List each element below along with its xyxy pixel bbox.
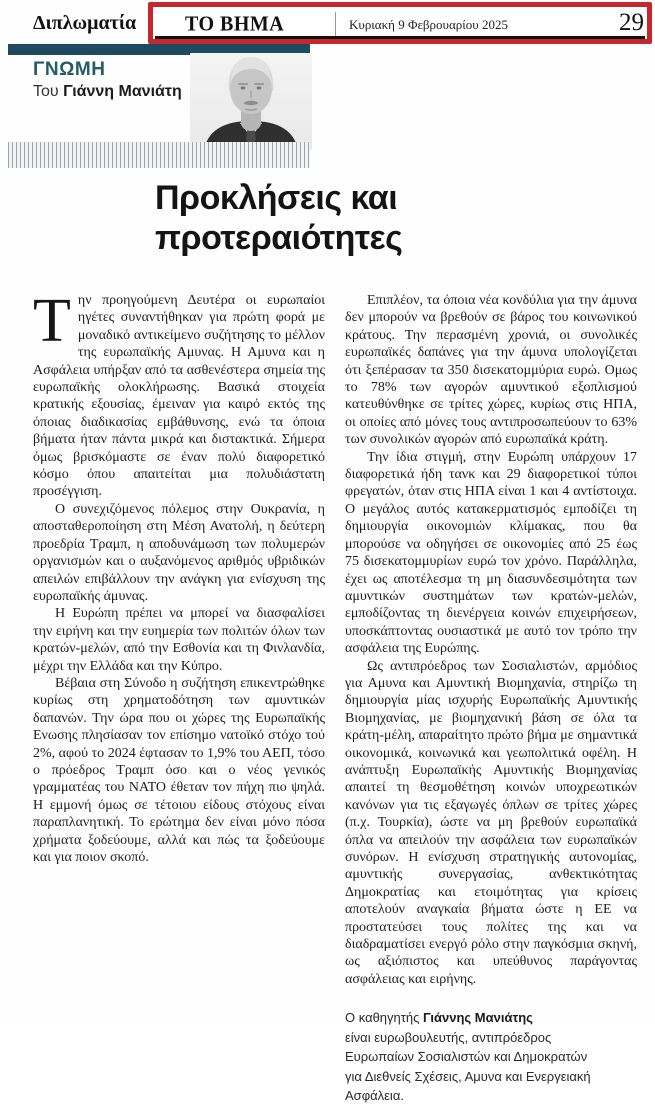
drop-cap: Τ — [33, 287, 71, 355]
masthead-divider — [335, 12, 336, 36]
bio-author-name: Γιάννης Μανιάτης — [423, 1010, 533, 1026]
bio-line-1 — [345, 1008, 637, 1028]
paragraph: Την ίδια στιγμή, στην Ευρώπη υπάρχουν 17 διαφορετικά ήδη τανκ και 29 διαφορετικοί τύποι φρεγατών, όταν στις ΗΠΑ είναι 1 και 4 αντίστοιχα. Ο μεγάλος αυτός κατακερματισμός εμποδίζει τη δημιουργία οικονομιών κλίμακας, που θα μπορούσε να οδηγήσει σε οικονομίες από 25 έως 75 δισεκατομμυρίων ευρώ τον χρόνο. Παράλληλα, έχει ως αποτέλεσμα τη μη διασυνδεσιμότητα των αμυντικών συστημάτων των κρατών-μελών, εμποδίζοντας τη διενέργεια κοινών επιχειρήσεων, υποσκάπτοντας ουσιαστικά με αυτό τον τρόπο την ασφάλεια της Ευρώπης. — [345, 449, 637, 657]
article-body — [33, 287, 637, 1106]
author-photo-icon — [190, 53, 312, 150]
author-bio — [345, 1008, 637, 1106]
masthead-highlight-box — [148, 2, 652, 44]
masthead — [153, 7, 647, 39]
paragraph-text: ην προηγούμενη Δευτέρα οι ευρωπαίοι ηγέτες συναντήθηκαν για πρώτη φορά με μοναδικό αντικείμενο συζήτησης το μέλλον της ευρωπαϊκής Αμυνας. Η Αμυνα και η Ασφάλεια υπήρξαν από τα ασθενέστερα σημεία της ευρωπαϊκής ολοκλήρωσης. Βασικά στοιχεία κρατικής εξουσίας, έμειναν για καιρό εκτός της όποιας διαδικασίας εμβάθυνσης, ενώ τα όποια βήματα ήταν πάντα μικρά και διστακτικά. Σήμερα όμως βρισκόμαστε σε έναν πολύ διαφορετικό κόσμο όπου απαιτείται μια πολυδιάστατη προσέγγιση. — [33, 293, 325, 500]
paragraph: Βέβαια στη Σύνοδο η συζήτηση επικεντρώθηκε κυρίως στη χρηματοδότηση των αμυντικών δαπανών. Την ώρα που οι χώρες της Ευρωπαϊκής Ενωσης πλησίασαν τον επίσημο νατοϊκό στόχο τού 2%, αφού το 2024 έφτασαν το 1,9% του ΑΕΠ, τόσο ο πρόεδρος Τραμπ όσο και ο νέος γενικός γραμματέας του ΝΑΤΟ έθεταν τον πήχη πιο ψηλά. Η εμμονή όμως σε τέτοιου είδους στόχους είναι παραπλανητική. Το ερώτημα δεν είναι μόνο πόσα χρήματα ξοδεύουμε, αλλά και πώς τα ξοδεύουμε και για ποιον σκοπό. — [33, 675, 325, 865]
paragraph: Ως αντιπρόεδρος των Σοσιαλιστών, αρμόδιος για Αμυνα και Αμυντική Βιομηχανία, στηρίζω τη δημιουργία μίας ισχυρής Ευρωπαϊκής Αμυντικής Βιομηχανίας, με βιομηχανική βάση σε όλα τα κράτη-μέλη, απαραίτητο πρώτο βήμα με σημαντικά οικονομικά, κοινωνικά και γεωπολιτικά οφέλη. Η ανάπτυξη Ευρωπαϊκής Αμυντικής Βιομηχανίας απαιτεί τη θεσμοθέτηση κοινών υποχρεωτικών κανόνων για τις εξαγωγές όπλων σε τρίτες χώρες (π.χ. Τουρκία), ώστε να μη βρεθούν ευρωπαϊκά όπλα να απειλούν την ασφάλεια των ευρωπαϊκών συνόρων. Η ενίσχυση στρατηγικής αυτονομίας, αμυντικής συνεργασίας, ανθεκτικότητας Δημοκρατίας και ετοιμότητας για κρίσεις αποτελούν αναγκαία βήματα ώστε η ΕΕ να προστατεύσει τους πολίτες της και να διαδραματίσει ενεργό ρόλο στην παγκόσμια σκηνή, ως αξιόπιστος και υπεύθυνος παράγοντας ασφάλειας και ειρήνης. — [345, 658, 637, 987]
byline-prefix: Του — [33, 83, 64, 100]
headline-line-2: προτεραιότητες — [155, 219, 403, 257]
article-headline — [155, 178, 535, 258]
bio-line-3: Ευρωπαίων Σοσιαλιστών και Δημοκρατών — [345, 1049, 588, 1065]
byline — [33, 83, 182, 101]
opinion-kicker: ΓΝΩΜΗ — [33, 59, 106, 80]
paragraph — [33, 287, 325, 501]
paragraph: Η Ευρώπη πρέπει να μπορεί να διασφαλίσει την ειρήνη και την ευημερία των πολιτών όλων των κρατών-μελών, από την Εσθονία και τη Φινλανδία, μέχρι την Ελλάδα και την Κύπρο. — [33, 606, 325, 674]
headline-line-1: Προκλήσεις και — [155, 179, 398, 217]
bio-prefix: Ο καθηγητής — [345, 1010, 424, 1026]
masthead-title: ΤΟ ΒΗΜΑ — [185, 12, 285, 36]
section-label: Διπλωματία — [33, 12, 137, 34]
bio-line-4: για Διεθνείς Σχέσεις, Αμυνα και Ενεργειακή Ασφάλεια. — [345, 1068, 591, 1104]
masthead-rule — [155, 36, 645, 39]
masthead-date: Κυριακή 9 Φεβρουαρίου 2025 — [349, 17, 508, 32]
paragraph: Επιπλέον, τα όποια νέα κονδύλια για την άμυνα δεν μπορούν να βρεθούν σε βάρος του κοινωνικού κράτους. Την περασμένη χρονιά, οι συνολικές ευρωπαϊκές δαπάνες για την άμυνα υπολογίζεται ότι ξεπέρασαν τα 350 δισεκατομμύρια ευρώ. Ομως το 78% των αγορών αμυντικού εξοπλισμού κατευθύνθηκε σε τρίτες χώρες, κυρίως στις ΗΠΑ, οι οποίες από μόνες τους αντιπροσωπεύουν το 63% των συνολικών αγορών από ευρωπαϊκά κράτη. — [345, 293, 637, 448]
article-column-1 — [33, 287, 325, 1106]
byline-author: Γιάννη Μανιάτη — [63, 83, 182, 100]
page-number: 29 — [619, 9, 644, 36]
bio-line-2: είναι ευρωβουλευτής, αντιπρόεδρος — [345, 1029, 552, 1045]
article-column-2 — [345, 292, 637, 1106]
decorative-striped-band — [8, 142, 310, 168]
paragraph: Ο συνεχιζόμενος πόλεμος στην Ουκρανία, η αποσταθεροποίηση στη Μέση Ανατολή, η δεύτερη προεδρία Τραμπ, η αποδυνάμωση των πολυμερών οργανισμών και ο αυξανόμενος αριθμός υβριδικών απειλών επιβάλλουν την ανάγκη για ενίσχυση της ευρωπαϊκής άμυνας. — [33, 501, 325, 604]
